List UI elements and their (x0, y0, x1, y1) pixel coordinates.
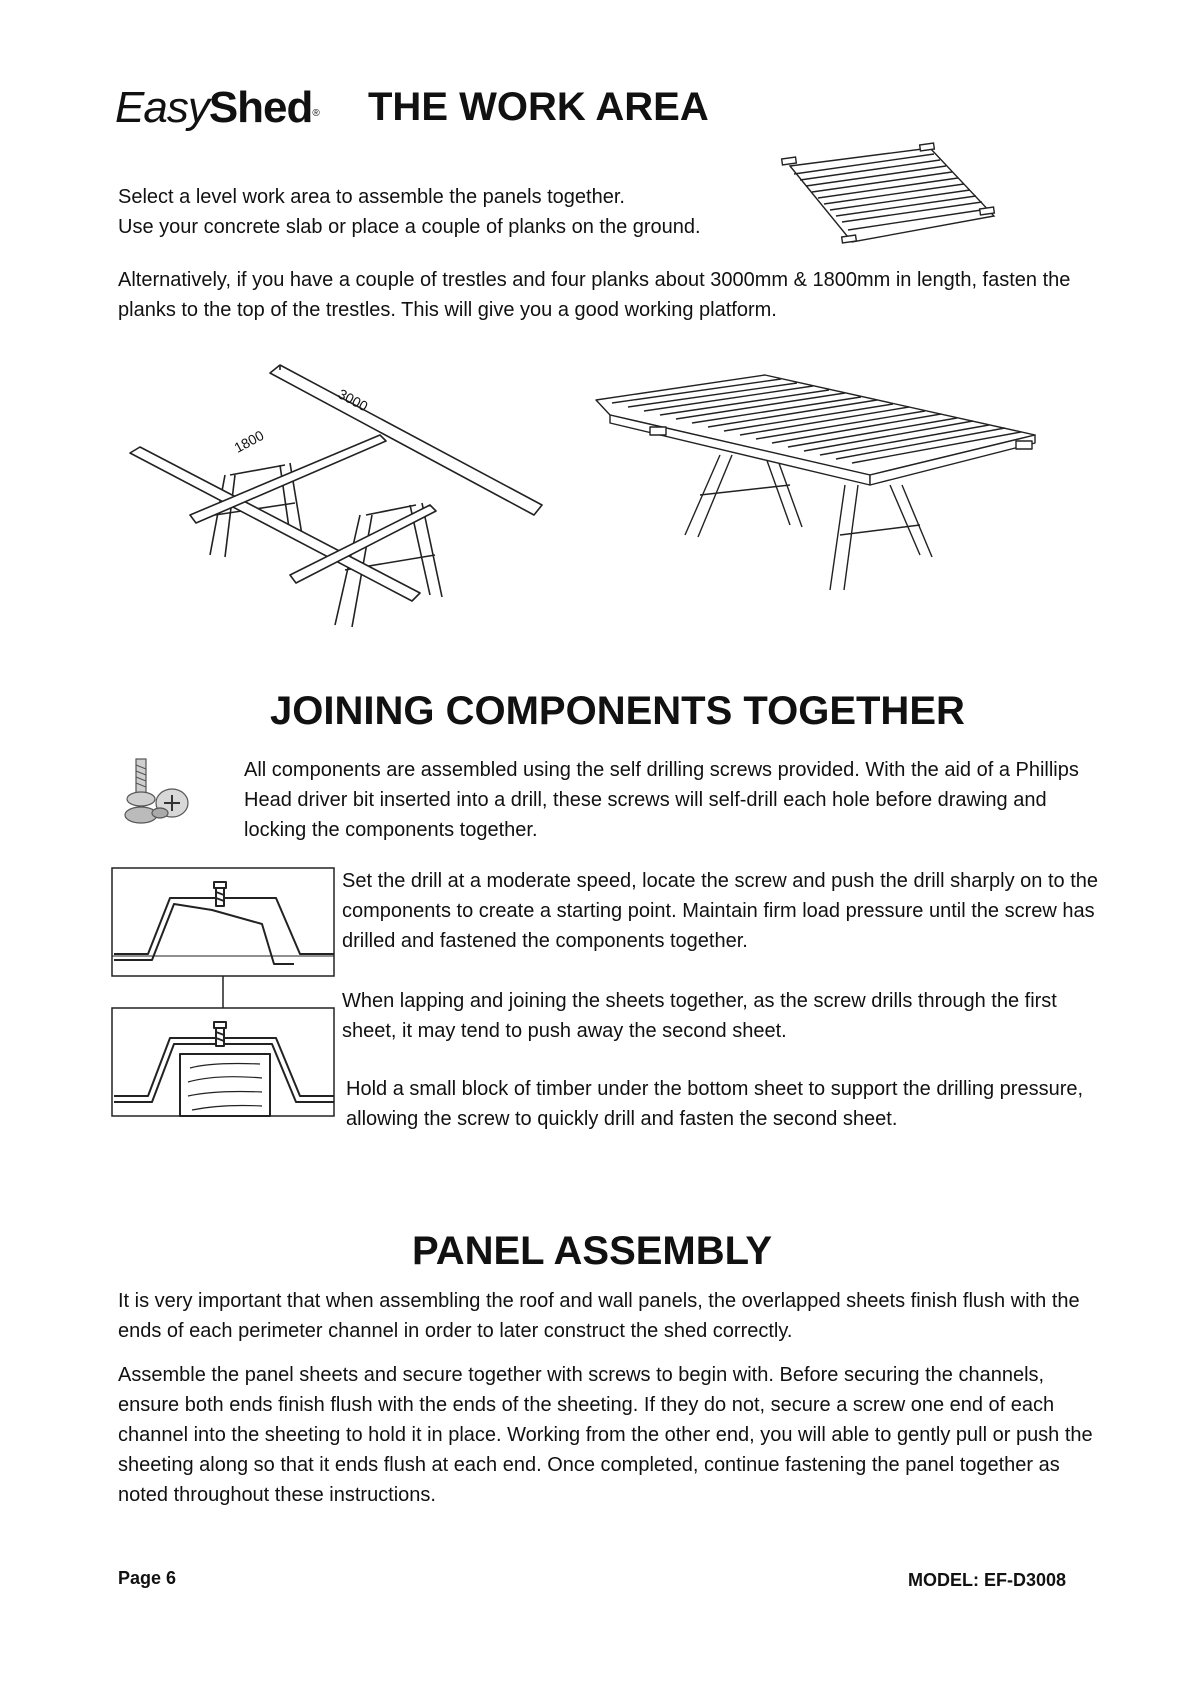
work-area-line-1: Select a level work area to assemble the panels together. (118, 186, 625, 208)
trestle-planks-illustration (130, 365, 550, 640)
work-platform-illustration (590, 375, 1040, 595)
work-area-title: THE WORK AREA (368, 85, 709, 129)
model-number: MODEL: EF-D3008 (908, 1570, 1067, 1590)
screw-through-sheet-diagram (112, 868, 337, 1118)
joining-step-lapping: When lapping and joining the sheets together, as the screw drills through the first sheet, it may tend to push away the second sheet. (342, 990, 1057, 1042)
work-area-intro (118, 182, 798, 242)
page-number: Page 6 (118, 1568, 177, 1588)
logo-registered-mark: ® (312, 108, 320, 119)
joining-title: JOINING COMPONENTS TOGETHER (270, 689, 965, 733)
dimension-label-3000: 3000 (335, 385, 371, 415)
slatted-platform-illustration (780, 146, 1000, 246)
easyshed-logo (115, 82, 320, 134)
logo-text-shed: Shed (208, 83, 313, 132)
panel-assembly-paragraph-2: Assemble the panel sheets and secure together with screws to begin with. Before securing the channels, ensure both ends finish flush with the ends of the sheeting. If they do not, secure a screw one end of each channel into the sheeting to hold it in place. Working from the other end, you will able to gently pull or push the sheeting along so that it ends flush at each end. Once completed, continue fastening the panel together as noted throughout these instructions. (118, 1364, 1093, 1506)
joining-step-drill: Set the drill at a moderate speed, locate the screw and push the drill sharply on to the components to create a starting point. Maintain firm load pressure until the screw has drilled and fastened the components together. (342, 870, 1098, 952)
panel-assembly-paragraph-1: It is very important that when assembling the roof and wall panels, the overlapped sheets finish flush with the ends of each perimeter channel in order to later construct the shed correctly. (118, 1290, 1080, 1342)
joining-intro: All components are assembled using the self drilling screws provided. With the aid of a Phillips Head driver bit inserted into a drill, these screws will self-drill each hole before drawing and locking the components together. (244, 759, 1079, 841)
work-area-line-2: Use your concrete slab or place a couple of planks on the ground. (118, 216, 701, 238)
joining-step-timber-block: Hold a small block of timber under the bottom sheet to support the drilling pressure, allowing the screw to quickly drill and fasten the second sheet. (346, 1078, 1084, 1130)
self-drilling-screw-icon (114, 755, 204, 830)
work-area-alternative: Alternatively, if you have a couple of trestles and four planks about 3000mm & 1800mm in length, fasten the planks to the top of the trestles. This will give you a good working platform. (118, 269, 1071, 321)
logo-text-easy: Easy (115, 83, 209, 132)
dimension-label-1800: 1800 (231, 426, 267, 456)
panel-assembly-title: PANEL ASSEMBLY (412, 1229, 773, 1273)
